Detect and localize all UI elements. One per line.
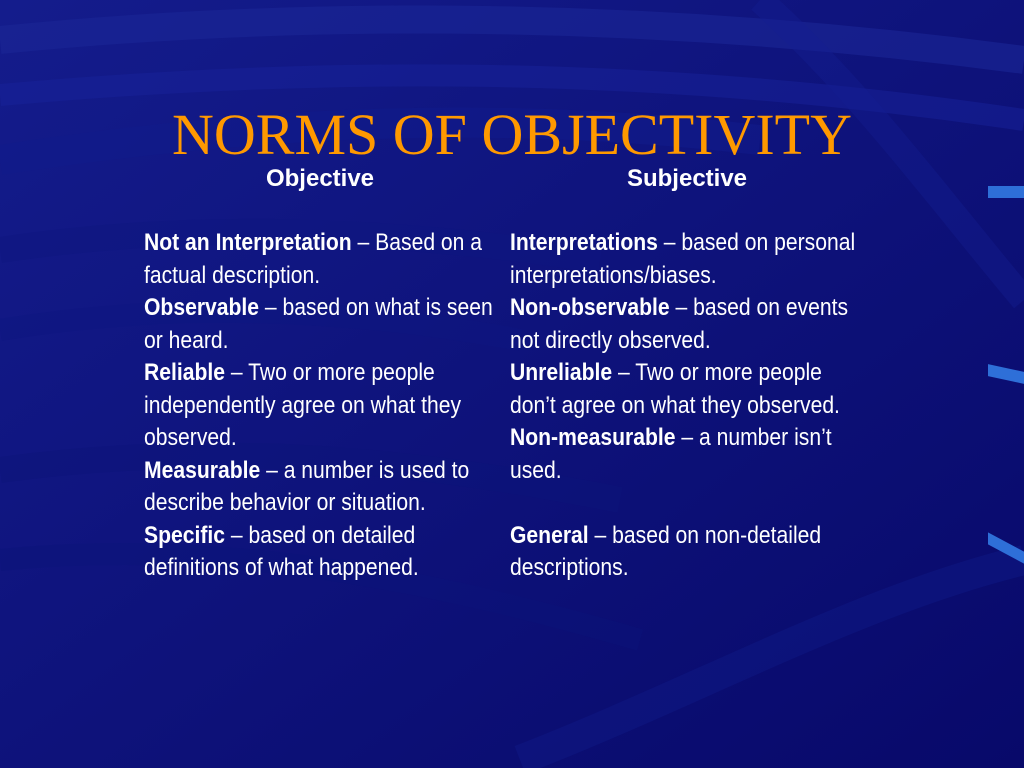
slide-title: NORMS OF OBJECTIVITY [172,102,852,167]
objective-heading: Objective [265,165,375,192]
subjective-item [510,422,869,487]
objective-item [144,357,496,455]
subjective-term: Unreliable [510,359,613,386]
objective-desc: – based on what is seen or heard. [144,294,493,354]
objective-desc: – a number is used to describe behavior or situation. [144,456,470,516]
objective-term: Measurable [144,456,261,484]
subjective-item [510,292,869,357]
subjective-term: Non-measurable [510,424,676,451]
subjective-desc: – based on events not directly observed. [510,294,849,354]
objective-term: Not an Interpretation [144,229,352,256]
subjective-desc: – Two or more people don’t agree on what they observed. [510,359,840,419]
objective-column [144,227,496,585]
objective-term: Observable [144,294,260,321]
objective-item [144,292,496,357]
subjective-column [510,227,869,585]
objective-desc: – based on detailed definitions of what happened. [144,521,419,581]
subjective-term: General [510,521,589,549]
paragraph-gap [510,487,869,520]
subjective-item [510,227,869,292]
objective-term: Reliable [144,359,226,386]
subjective-desc: – based on personal interpretations/biases. [510,229,856,289]
subjective-heading: Subjective [626,165,748,192]
objective-item [144,227,496,292]
subjective-desc: – based on non-detailed descriptions. [510,521,822,581]
accent-stripe [988,186,1024,198]
subjective-item [510,520,869,585]
subjective-item [510,357,869,422]
objective-item [144,520,496,585]
objective-desc: – Two or more people independently agree on what they observed. [144,359,462,451]
objective-term: Specific [144,521,226,549]
subjective-term: Interpretations [510,229,658,256]
objective-desc: – Based on a factual description. [144,229,483,289]
subjective-desc: – a number isn’t used. [510,424,832,484]
objective-item [144,455,496,520]
subjective-term: Non-observable [510,294,670,321]
